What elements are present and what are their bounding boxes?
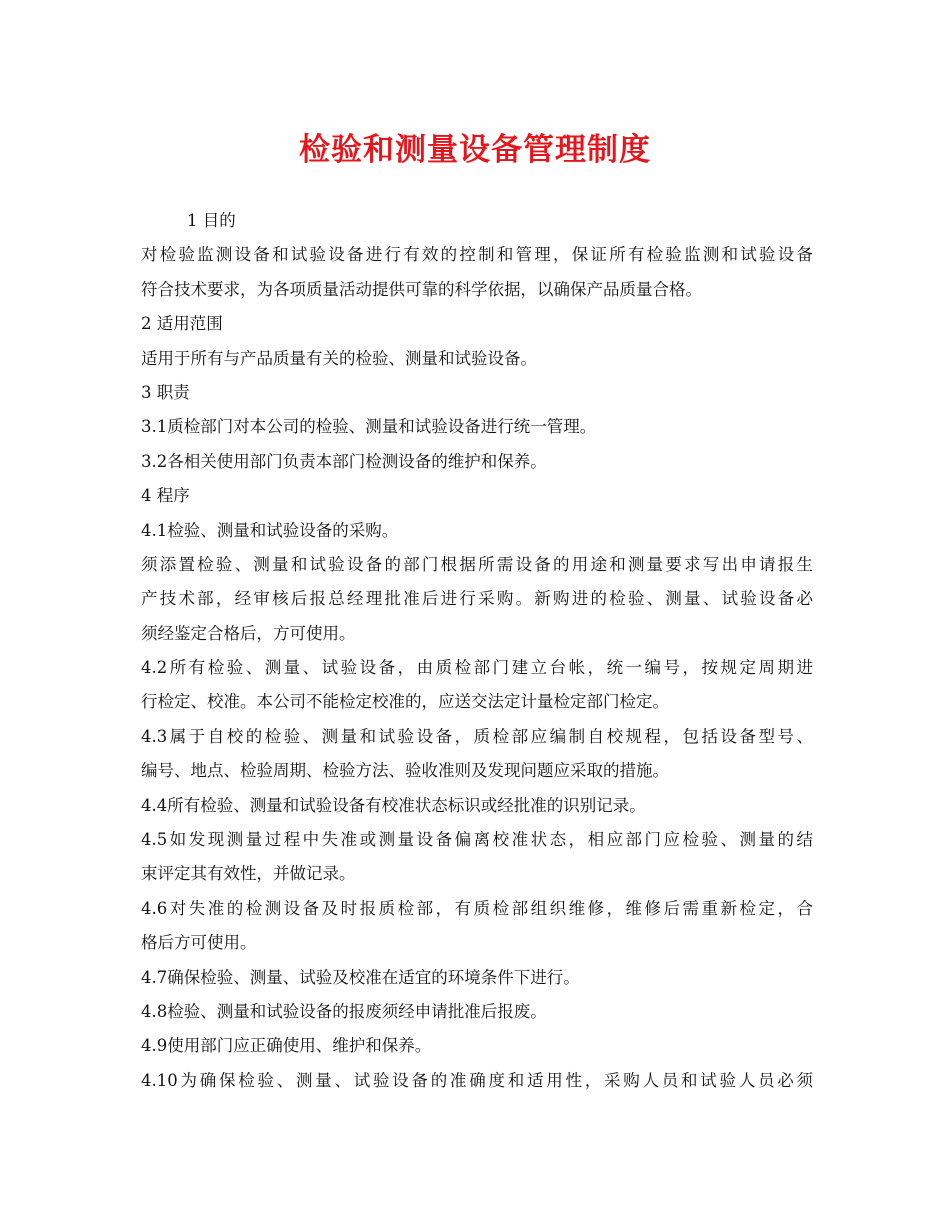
paragraph-line: 适用于所有与产品质量有关的检验、测量和试验设备。 <box>141 348 537 368</box>
paragraph-line: 符合技术要求，为各项质量活动提供可靠的科学依据，以确保产品质量合格。 <box>141 279 702 299</box>
paragraph-line: 须经鉴定合格后，方可使用。 <box>141 623 356 643</box>
paragraph-line: 行检定、校准。本公司不能检定校准的，应送交法定计量检定部门检定。 <box>141 692 669 712</box>
document-title: 检验和测量设备管理制度 <box>299 132 651 168</box>
clause-4-5: 4.5如发现测量过程中失准或测量设备偏离校准状态，相应部门应检验、测量的结 <box>141 830 813 850</box>
section-heading-purpose: 1 目的 <box>187 211 236 230</box>
clause-4-7: 4.7确保检验、测量、试验及校准在适宜的环境条件下进行。 <box>141 967 580 987</box>
clause-4-2: 4.2所有检验、测量、试验设备，由质检部门建立台帐，统一编号，按规定周期进 <box>141 658 813 678</box>
paragraph-line: 格后方可使用。 <box>141 933 257 953</box>
clause-3-2: 3.2各相关使用部门负责本部门检测设备的维护和保养。 <box>141 451 547 471</box>
paragraph-line: 对检验监测设备和试验设备进行有效的控制和管理，保证所有检验监测和试验设备 <box>141 245 813 265</box>
section-heading-scope: 2 适用范围 <box>141 314 223 334</box>
document-body <box>141 204 813 1098</box>
section-heading-responsibility: 3 职责 <box>141 382 190 402</box>
paragraph-line: 束评定其有效性，并做记录。 <box>141 864 356 884</box>
clause-4-3: 4.3属于自校的检验、测量和试验设备，质检部应编制自校规程，包括设备型号、 <box>141 726 813 746</box>
paragraph-line: 须添置检验、测量和试验设备的部门根据所需设备的用途和测量要求写出申请报生 <box>141 554 813 574</box>
clause-4-4: 4.4所有检验、测量和试验设备有校准状态标识或经批准的识别记录。 <box>141 795 646 815</box>
clause-4-6: 4.6对失准的检测设备及时报质检部，有质检部组织维修，维修后需重新检定，合 <box>141 898 813 918</box>
section-heading-procedure: 4 程序 <box>141 486 190 506</box>
clause-3-1: 3.1质检部门对本公司的检验、测量和试验设备进行统一管理。 <box>141 417 597 437</box>
paragraph-line: 产技术部，经审核后报总经理批准后进行采购。新购进的检验、测量、试验设备必 <box>141 589 813 609</box>
paragraph-line: 编号、地点、检验周期、检验方法、验收准则及发现问题应采取的措施。 <box>141 761 669 781</box>
clause-4-8: 4.8检验、测量和试验设备的报废须经申请批准后报废。 <box>141 1001 547 1021</box>
clause-4-1: 4.1检验、测量和试验设备的采购。 <box>141 520 399 540</box>
clause-4-9: 4.9使用部门应正确使用、维护和保养。 <box>141 1036 432 1056</box>
clause-4-10: 4.10为确保检验、测量、试验设备的准确度和适用性，采购人员和试验人员必须 <box>141 1070 813 1090</box>
